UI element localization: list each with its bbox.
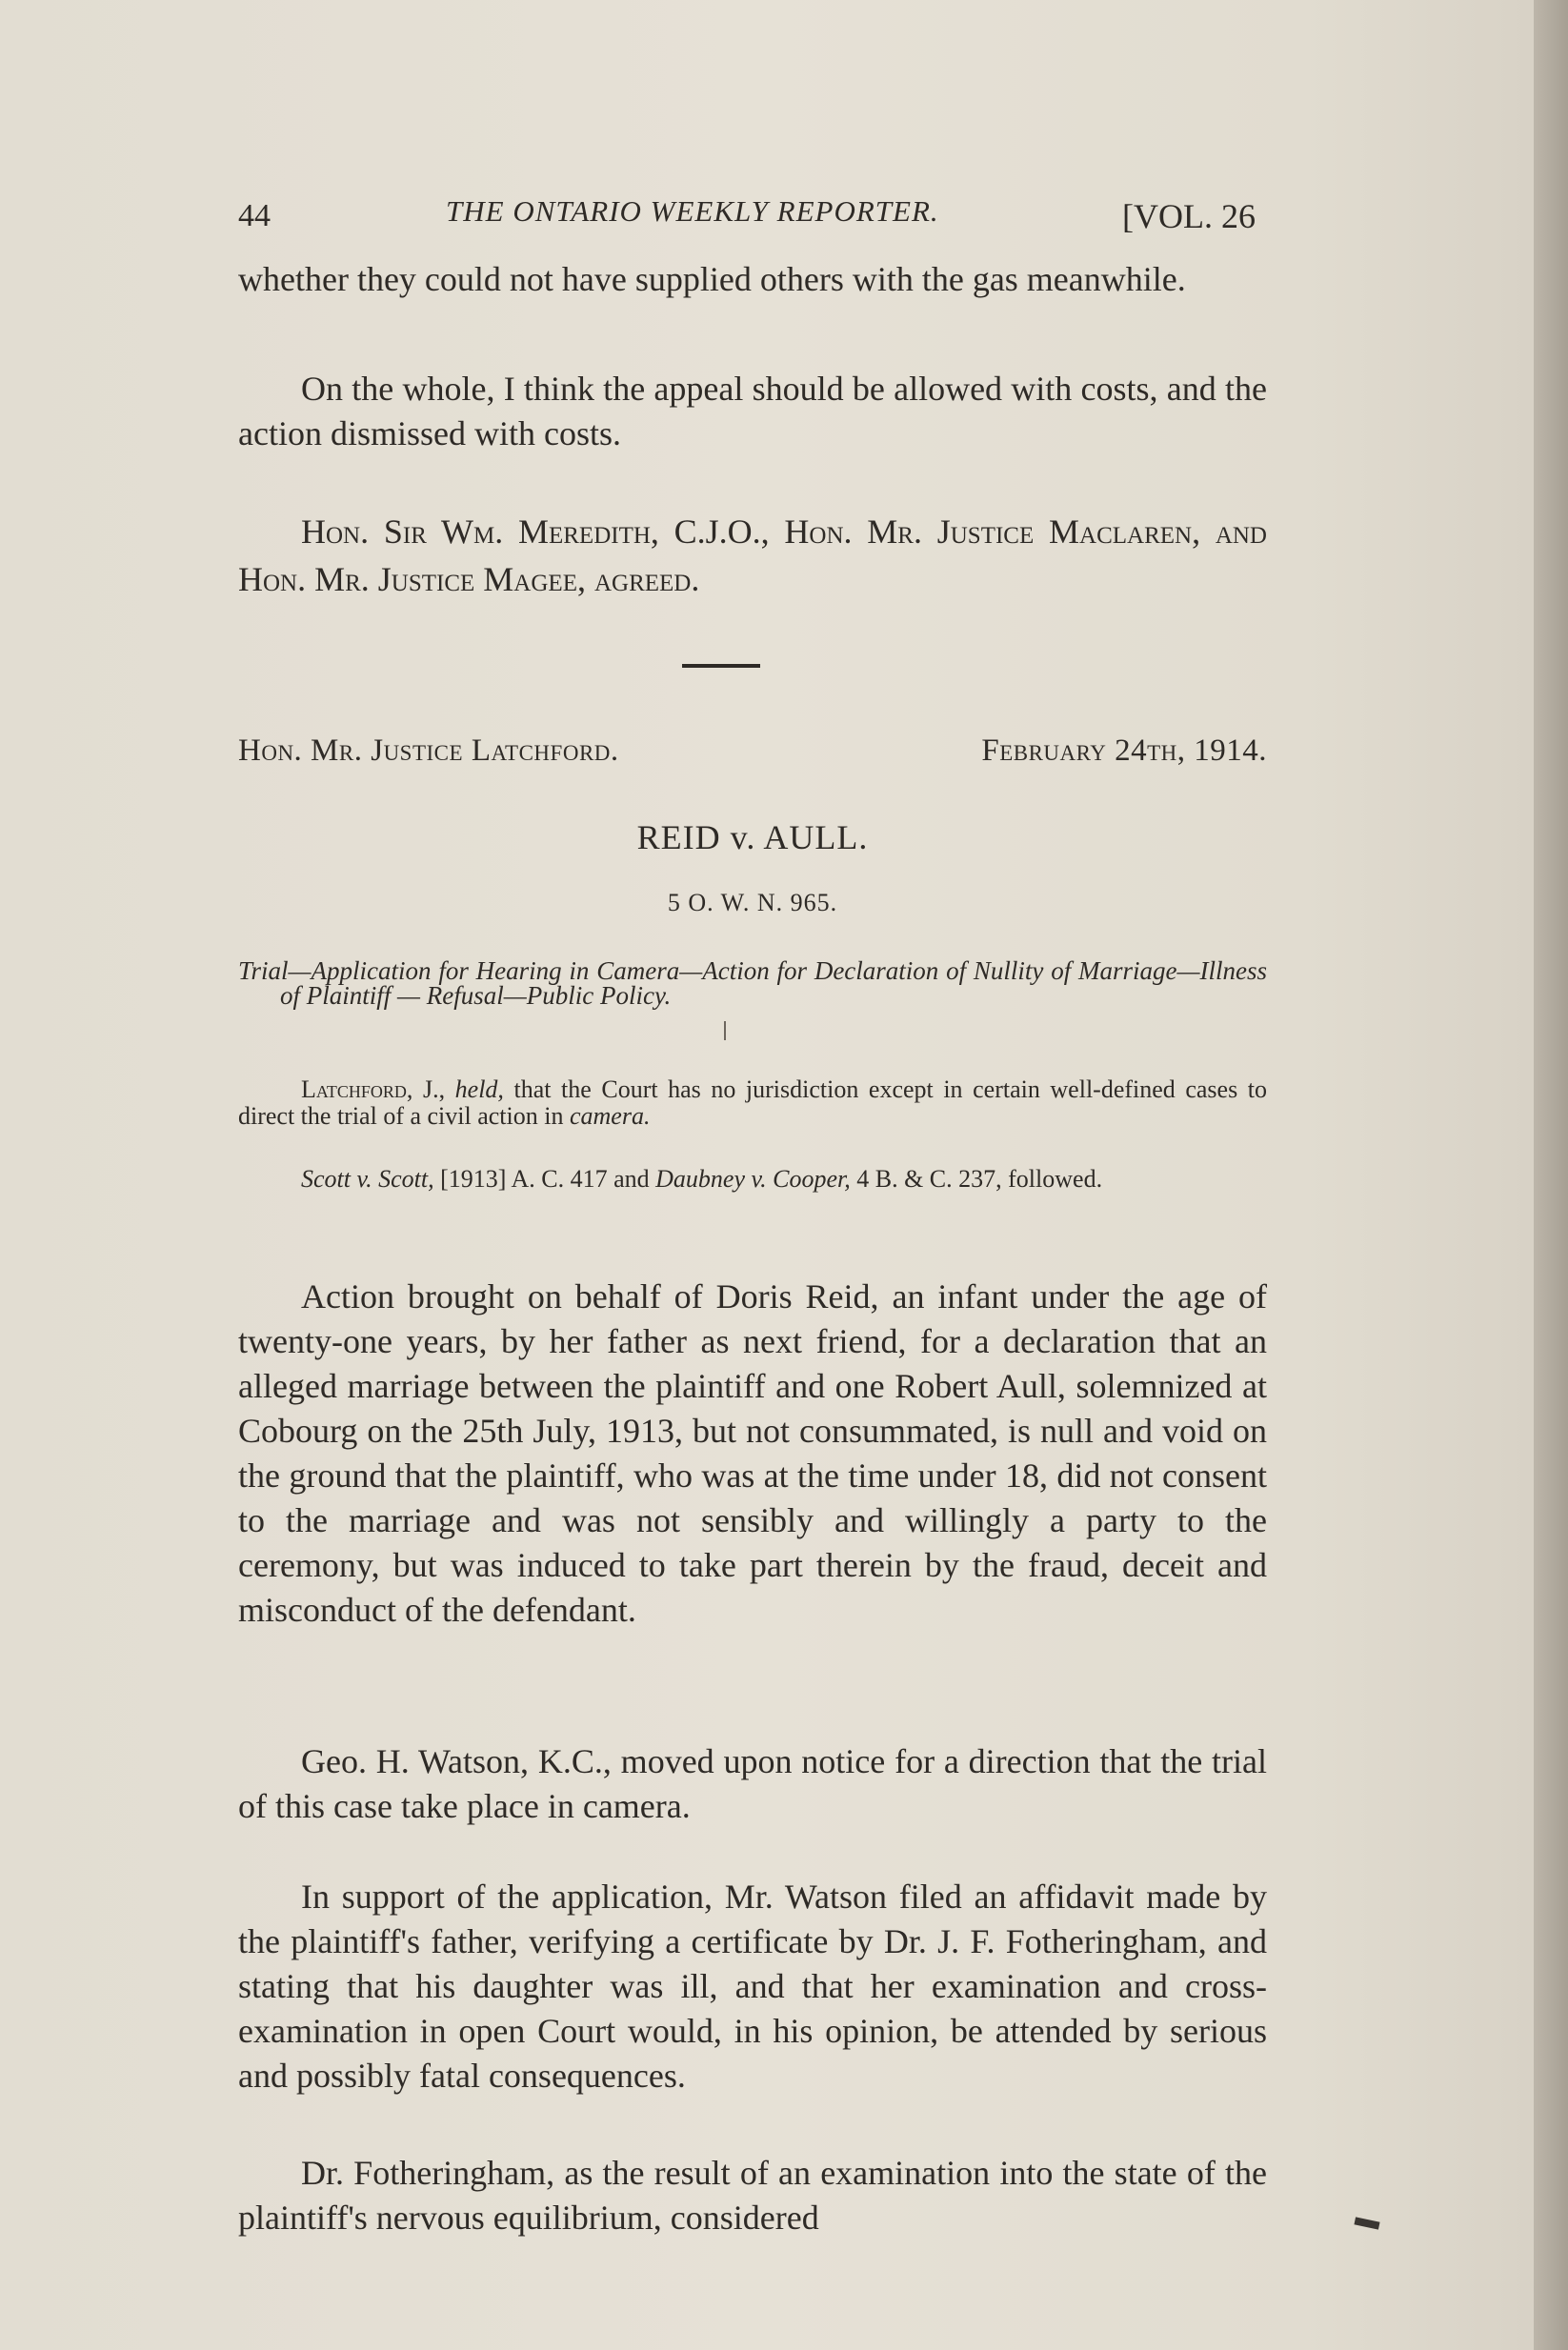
- paragraph-doctor: Dr. Fotheringham, as the result of an examination into the state of the plaintiff's nervous equilibrium, considered: [238, 2154, 1267, 2237]
- page-number: 44: [238, 198, 271, 233]
- held-summary: [238, 1076, 1267, 1130]
- page-edge: [1534, 0, 1568, 2350]
- paragraph-support: In support of the application, Mr. Watson filed an affidavit made by the plaintiff's father, verifying a certificate by Dr. J. F. Fotheringham, and stating that his daughter was ill, and that her examination and cross-examination in open Court would, in his opinion, be attended by serious and possibly fatal consequences.: [238, 1878, 1267, 2095]
- paragraph-conclusion: On the whole, I think the appeal should be allowed with costs, and the action dismissed with costs.: [238, 370, 1267, 452]
- followed-case-1: Scott v. Scott,: [301, 1165, 434, 1193]
- section-divider: [682, 664, 760, 668]
- followed-case-2: Daubney v. Cooper,: [655, 1165, 851, 1193]
- case-title: REID v. AULL.: [636, 818, 869, 856]
- paragraph-agreement: Hon. Sir Wm. Meredith, C.J.O., Hon. Mr. Justice Maclaren, and Hon. Mr. Justice Magee, agreed.: [238, 512, 1267, 598]
- stray-mark: [724, 1021, 726, 1040]
- followed-cases: [238, 1166, 1267, 1193]
- case-citation: 5 O. W. N. 965.: [667, 889, 838, 916]
- paragraph-motion: Geo. H. Watson, K.C., moved upon notice for a direction that the trial of this case take place in camera.: [238, 1742, 1267, 1825]
- volume-label: [VOL. 26: [1122, 197, 1256, 235]
- held-in-camera: camera.: [569, 1102, 651, 1130]
- case-header: [238, 733, 1267, 775]
- paragraph-continuation: whether they could not have supplied others with the gas meanwhile.: [238, 260, 1186, 298]
- headnote: Trial—Application for Hearing in Camera—Action for Declaration of Nullity of Marriage—Illness of Plaintiff — Refusal—Public Policy.: [238, 956, 1267, 1010]
- followed-end: 4 B. & C. 237, followed.: [856, 1165, 1103, 1193]
- running-head: [238, 191, 1267, 248]
- followed-mid: [1913] A. C. 417 and: [440, 1165, 650, 1193]
- judge-name: Hon. Mr. Justice Latchford.: [238, 733, 619, 768]
- paragraph-action: Action brought on behalf of Doris Reid, an infant under the age of twenty-one years, by her father as next friend, for a declaration that an alleged marriage between the plaintiff and one Robert Aull, solemnized at Cobourg on the 25th July, 1913, but not consummated, is null and void on the ground that the plaintiff, who was at the time under 18, did not consent to the marriage and was not sensibly and willingly a party to the ceremony, but was induced to take part therein by the fraud, deceit and misconduct of the defendant.: [238, 1277, 1267, 1629]
- publication-title: THE ONTARIO WEEKLY REPORTER.: [446, 194, 939, 228]
- held-judge: Latchford, J.,: [301, 1075, 446, 1103]
- held-text: that the Court has no jurisdiction except in certain well-defined cases to direct the trial of a civil action in: [238, 1075, 1267, 1130]
- held-word: held,: [454, 1075, 504, 1103]
- margin-mark: [1354, 2217, 1379, 2229]
- decision-date: February 24th, 1914.: [981, 733, 1267, 768]
